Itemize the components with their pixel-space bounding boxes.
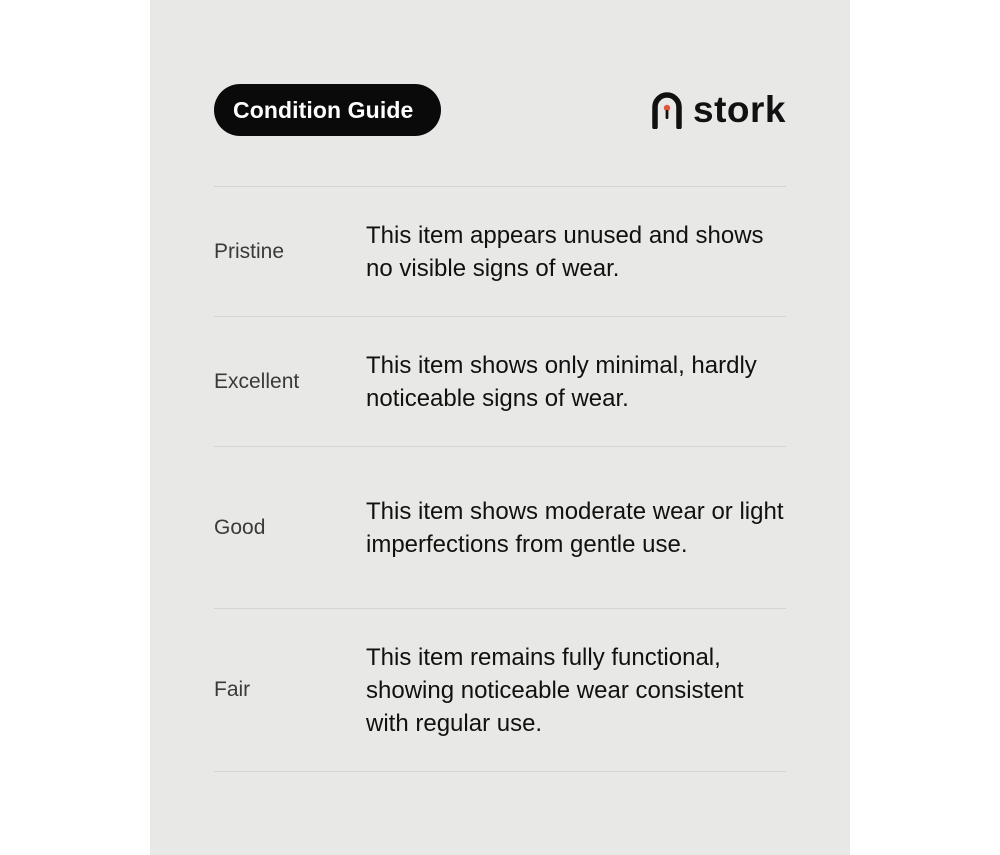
header — [214, 84, 788, 136]
condition-row-good — [214, 447, 786, 608]
condition-description: This item remains fully functional, showing noticeable wear consistent with regular use. — [366, 643, 744, 737]
condition-label: Excellent — [214, 369, 300, 393]
condition-guide-badge — [214, 84, 441, 136]
divider — [214, 771, 786, 772]
condition-row-fair — [214, 609, 786, 771]
condition-description: This item shows moderate wear or light imperfections from gentle use. — [366, 497, 784, 558]
badge-label: Condition Guide — [233, 96, 414, 123]
brand-name: stork — [693, 89, 786, 130]
condition-description: This item appears unused and shows no visible signs of wear. — [366, 221, 764, 282]
condition-row-pristine — [214, 187, 786, 316]
stork-logo-icon — [651, 91, 683, 129]
condition-description: This item shows only minimal, hardly noticeable signs of wear. — [366, 351, 757, 412]
condition-guide-card — [150, 0, 850, 855]
condition-label: Good — [214, 515, 266, 539]
condition-label: Fair — [214, 678, 251, 701]
brand-logo — [651, 90, 786, 130]
condition-row-excellent — [214, 317, 786, 446]
condition-table — [214, 186, 786, 772]
condition-label: Pristine — [214, 239, 285, 263]
